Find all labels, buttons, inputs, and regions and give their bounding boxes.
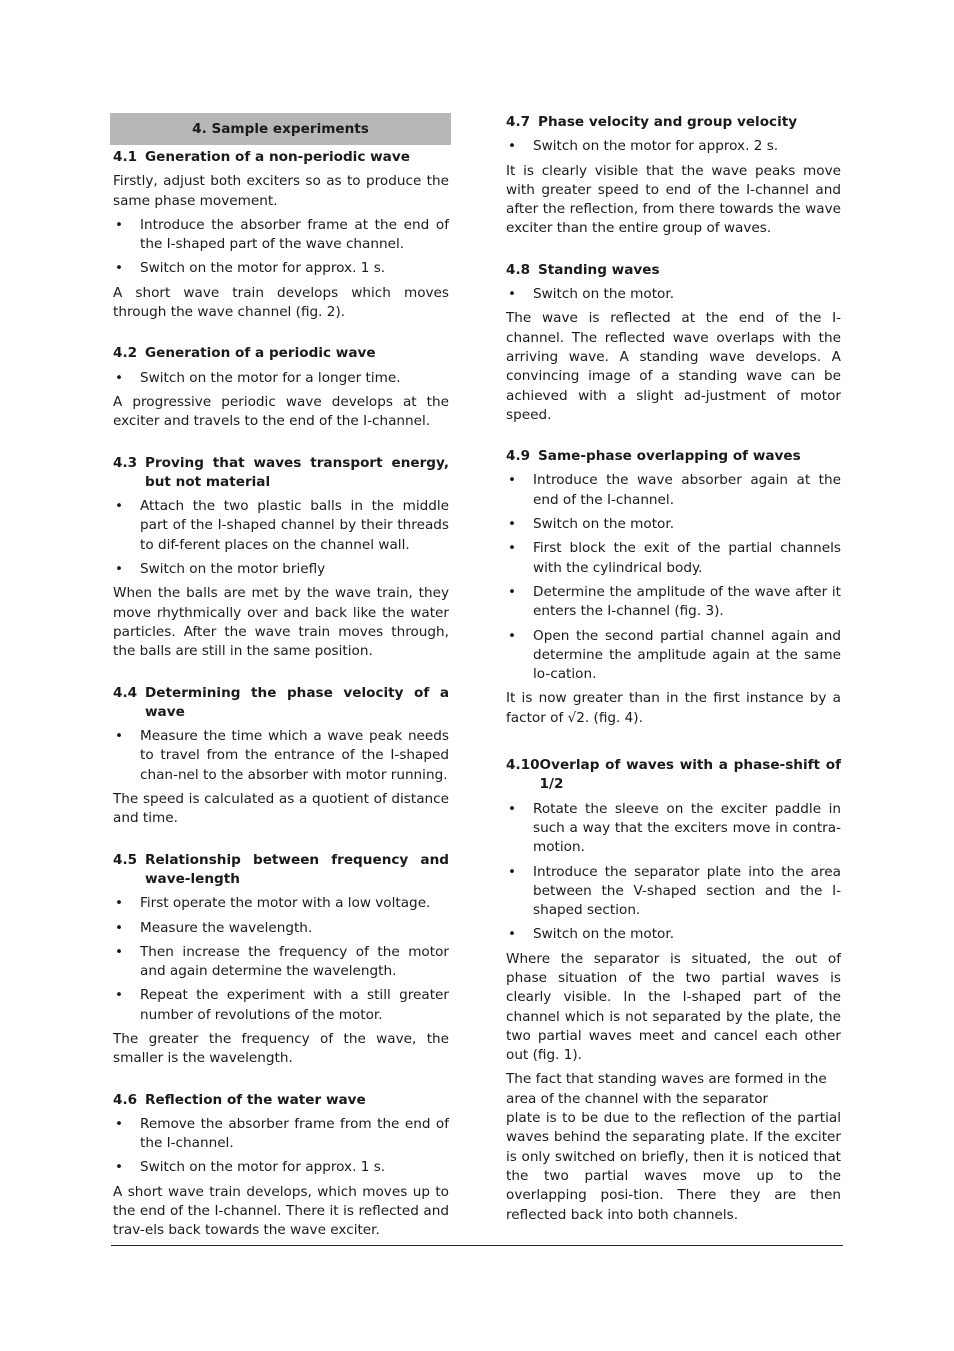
footer-rule	[111, 1245, 843, 1246]
section-number: 4.9	[506, 448, 531, 465]
section-number: 4.8	[506, 261, 531, 278]
paragraph: Where the separator is situated, the out of phase situation of the two partial waves is clearly visible. In the I-shaped part of the channel which is not separated by the plate, the two partial waves meet and cancel each other out (fig. 1).	[506, 950, 841, 1064]
section-number: 4.2	[113, 345, 138, 362]
section-heading	[113, 851, 449, 890]
paragraph: The fact that standing waves are formed in the area of the channel with the separator	[506, 1071, 827, 1107]
section-4-7	[506, 113, 841, 239]
paragraph: A short wave train develops, which moves up to the end of the I-channel. There it is reflected and trav-els back towards the wave exciter.	[113, 1183, 449, 1239]
section-banner: 4. Sample experiments	[110, 113, 451, 145]
section-heading	[113, 148, 449, 167]
bullet-item: • Attach the two plastic balls in the middle part of the I-shaped channel by their threads to dif-ferent places on the channel wall.	[113, 497, 449, 555]
paragraph: The wave is reflected at the end of the I-channel. The reflected wave overlaps with the arriving wave. A standing wave develops. A convincing image of a standing wave can be achieved with a slight ad-justment of motor speed.	[506, 310, 841, 423]
section-4-1	[113, 148, 449, 322]
section-number: 4.1	[113, 149, 138, 165]
section-4-4	[113, 684, 449, 829]
bullet-list	[113, 727, 449, 785]
section-4-9	[506, 447, 841, 728]
bullet-item: • Rotate the sleeve on the exciter paddle in such a way that the exciters move in contra-motion.	[506, 800, 841, 858]
bullet-item: • Switch on the motor for approx. 1 s.	[113, 259, 449, 278]
section-4-5	[113, 851, 449, 1069]
bullet-item: • Determine the amplitude of the wave after it enters the I-channel (fig. 3).	[506, 583, 841, 622]
section-heading	[506, 756, 841, 795]
section-title: Overlap of waves with a phase-shift of 1/2	[539, 757, 841, 793]
paragraph: A progressive periodic wave develops at the exciter and travels to the end of the I-channel.	[113, 393, 449, 430]
bullet-list	[113, 497, 449, 579]
section-heading	[113, 684, 449, 723]
section-title: Standing waves	[538, 261, 660, 278]
bullet-list	[506, 137, 841, 156]
bullet-list	[113, 1115, 449, 1178]
bullet-item: • Open the second partial channel again and determine the amplitude again at the same lo-cation.	[506, 627, 841, 685]
bullet-item: • Switch on the motor.	[506, 515, 841, 534]
bullet-item: • Switch on the motor for a longer time.	[113, 369, 449, 388]
bullet-list	[506, 471, 841, 684]
bullet-item: • Measure the wavelength.	[113, 919, 449, 938]
bullet-item: • Switch on the motor for approx. 2 s.	[506, 137, 841, 156]
bullet-item: • Switch on the motor.	[506, 925, 841, 944]
paragraph: It is clearly visible that the wave peaks move with greater speed to end of the I-channel and after the reflection, from there towards the wave exciter than the entire group of waves.	[506, 162, 841, 237]
section-4-6	[113, 1091, 449, 1241]
section-title: Proving that waves transport energy, but not material	[145, 454, 449, 490]
bullet-list	[113, 894, 449, 1025]
section-4-8	[506, 261, 841, 425]
section-heading	[506, 261, 841, 280]
paragraph: It is now greater than in the first instance by a factor of √2. (fig. 4).	[506, 690, 841, 726]
section-4-3	[113, 454, 449, 662]
bullet-item: • Switch on the motor for approx. 1 s.	[113, 1158, 449, 1177]
section-number: 4.5	[113, 851, 138, 868]
section-number: 4.6	[113, 1091, 138, 1108]
paragraph: The greater the frequency of the wave, the smaller is the wavelength.	[113, 1030, 449, 1067]
section-title: Reflection of the water wave	[145, 1091, 366, 1108]
paragraph: The speed is calculated as a quotient of distance and time.	[113, 791, 449, 827]
section-title: Generation of a non-periodic wave	[145, 149, 410, 165]
bullet-item: • Switch on the motor.	[506, 285, 841, 304]
section-number: 4.10	[506, 757, 540, 774]
section-number: 4.4	[113, 684, 138, 701]
section-number: 4.3	[113, 454, 138, 471]
section-heading	[506, 113, 841, 132]
bullet-item: • Remove the absorber frame from the end of the I-channel.	[113, 1115, 449, 1154]
section-heading	[113, 454, 449, 493]
section-4-10	[506, 756, 841, 1225]
paragraph: plate is to be due to the reflection of the partial waves behind the separating plate. If the exciter is only switched on briefly, then it is noticed that the two partial waves move up to the overlapping posi-tion. There they are then reflected back into both channels.	[506, 1110, 841, 1223]
section-title: Relationship between frequency and wave-length	[145, 851, 449, 887]
bullet-list	[506, 285, 841, 304]
paragraph: A short wave train develops which moves through the wave channel (fig. 2).	[113, 284, 449, 321]
section-heading	[113, 1091, 449, 1110]
bullet-list	[113, 369, 449, 388]
section-heading	[506, 447, 841, 466]
bullet-item: • Introduce the absorber frame at the end of the I-shaped part of the wave channel.	[113, 216, 449, 255]
section-number: 4.7	[506, 114, 531, 130]
bullet-item: • Introduce the wave absorber again at the end of the I-channel.	[506, 471, 841, 510]
bullet-list	[506, 800, 841, 945]
bullet-list	[113, 216, 449, 279]
paragraph: Firstly, adjust both exciters so as to produce the same phase movement.	[113, 173, 449, 209]
section-title: Same-phase overlapping of waves	[538, 448, 801, 465]
bullet-item: • Introduce the separator plate into the area between the V-shaped section and the I-shaped section.	[506, 863, 841, 921]
section-heading	[113, 344, 449, 363]
bullet-item: • Repeat the experiment with a still greater number of revolutions of the motor.	[113, 986, 449, 1025]
bullet-item: • First block the exit of the partial channels with the cylindrical body.	[506, 539, 841, 578]
bullet-item: • Then increase the frequency of the motor and again determine the wavelength.	[113, 943, 449, 982]
section-title: Generation of a periodic wave	[145, 345, 376, 362]
paragraph: When the balls are met by the wave train, they move rhythmically over and back like the water particles. After the wave train moves through, the balls are still in the same position.	[113, 585, 449, 660]
right-column	[506, 113, 841, 1247]
section-title: Determining the phase velocity of a wave	[145, 684, 449, 720]
section-title: Phase velocity and group velocity	[538, 114, 798, 130]
bullet-item: • Switch on the motor briefly	[113, 560, 449, 579]
section-4-2	[113, 344, 449, 431]
left-column	[113, 113, 449, 1263]
bullet-item: • Measure the time which a wave peak needs to travel from the entrance of the I-shaped chan-nel to the absorber with motor running.	[113, 727, 449, 785]
bullet-item: • First operate the motor with a low voltage.	[113, 894, 449, 913]
